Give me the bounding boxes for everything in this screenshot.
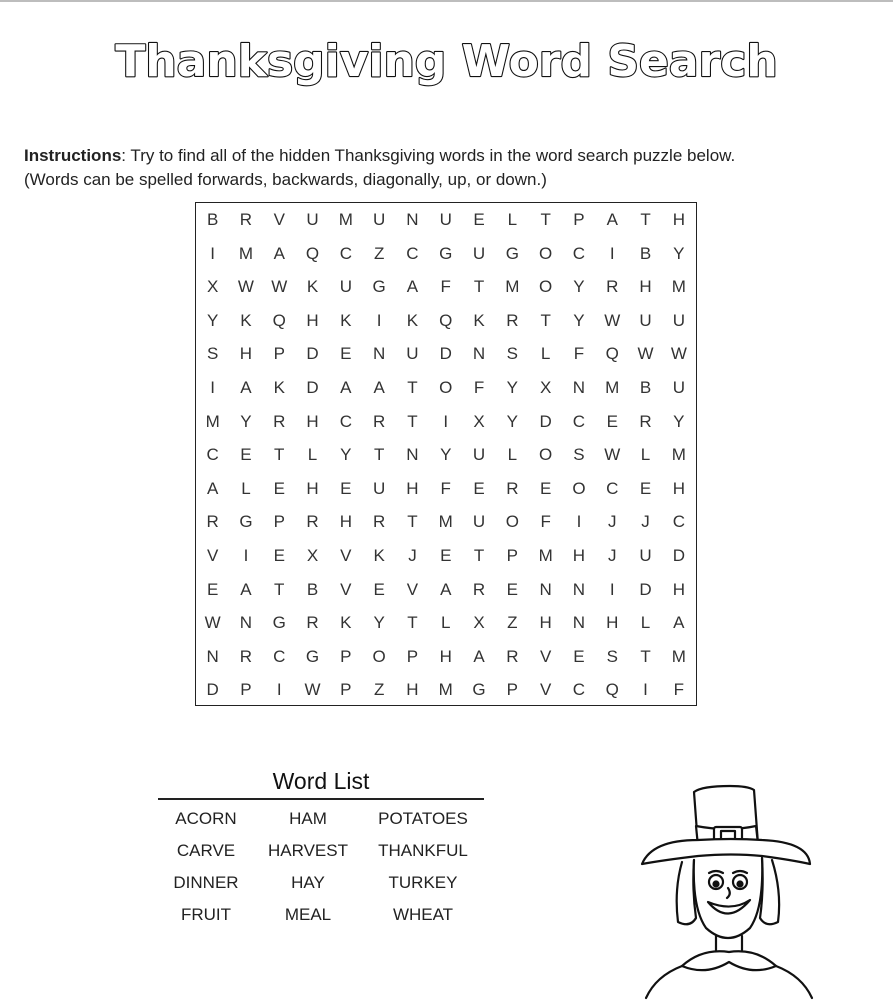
grid-row: [196, 539, 696, 573]
grid-letter: O: [572, 478, 586, 498]
grid-letter: G: [305, 646, 320, 666]
grid-letter: W: [271, 277, 288, 297]
grid-letter: E: [206, 579, 219, 599]
grid-row: [196, 270, 696, 304]
instructions-text: : Try to find all of the hidden Thanksgiving words in the word search puzzle below.: [121, 146, 736, 165]
grid-letter: E: [606, 411, 618, 431]
grid-letter: Y: [340, 445, 352, 465]
grid-letter: V: [539, 646, 552, 666]
grid-letter: T: [407, 512, 418, 532]
grid-letter: T: [407, 411, 418, 431]
title-art: [0, 26, 893, 96]
grid-letter: C: [273, 646, 286, 666]
grid-letter: R: [506, 310, 519, 330]
grid-letter: W: [637, 344, 654, 364]
grid-letter: Y: [373, 613, 385, 633]
grid-letter: N: [206, 646, 219, 666]
grid-letter: A: [606, 210, 618, 229]
grid-letter: T: [540, 310, 551, 330]
grid-row: [196, 203, 696, 237]
grid-letter: X: [473, 411, 485, 431]
grid-letter: G: [239, 512, 253, 532]
grid-letter: U: [639, 310, 652, 330]
grid-letter: G: [272, 613, 286, 633]
grid-letter: A: [240, 579, 252, 599]
grid-letter: P: [340, 680, 352, 700]
grid-letter: T: [407, 378, 418, 397]
grid-letter: C: [572, 243, 586, 263]
grid-row: [196, 371, 696, 405]
grid-letter: X: [206, 277, 219, 297]
grid-letter: M: [505, 277, 520, 297]
grid-letter: F: [540, 512, 551, 532]
grid-letter: C: [572, 411, 586, 431]
grid-letter: B: [306, 579, 319, 599]
instructions-line-1: [24, 144, 884, 168]
grid-letter: H: [639, 277, 652, 297]
grid-letter: L: [507, 210, 518, 229]
word-list-title: Word List: [272, 768, 370, 794]
grid-letter: K: [273, 378, 285, 397]
grid-letter: R: [506, 646, 519, 666]
grid-letter: I: [210, 378, 216, 397]
grid-letter: A: [273, 243, 285, 263]
grid-letter: P: [406, 646, 419, 666]
grid-letter: E: [440, 546, 452, 565]
grid-row: [196, 405, 696, 439]
grid-letter: U: [672, 310, 685, 330]
grid-row: [196, 606, 696, 640]
grid-letter: M: [538, 546, 553, 565]
grid-letter: N: [572, 579, 586, 599]
grid-letter: U: [339, 277, 352, 297]
grid-letter: Y: [573, 310, 585, 330]
grid-letter: Y: [673, 243, 685, 263]
grid-letter: C: [572, 680, 586, 700]
grid-letter: Q: [272, 310, 286, 330]
grid-letter: R: [639, 411, 652, 431]
grid-letter: J: [408, 546, 417, 565]
grid-letter: L: [441, 613, 451, 633]
grid-letter: H: [606, 613, 619, 633]
grid-letter: V: [406, 579, 419, 599]
grid-row: [196, 573, 696, 607]
instructions: [24, 144, 884, 192]
pilgrim-illustration: [632, 780, 832, 1000]
grid-letter: T: [640, 646, 651, 666]
grid-letter: G: [472, 680, 486, 700]
grid-letter: Y: [573, 277, 585, 297]
grid-letter: I: [210, 243, 216, 263]
grid-letter: P: [273, 344, 285, 364]
word-list-item: TURKEY: [388, 873, 458, 892]
page-title: Thanksgiving Word Search: [115, 36, 778, 87]
grid-letter: V: [340, 579, 352, 599]
grid-letter: P: [240, 680, 252, 700]
grid-letter: H: [672, 210, 685, 229]
word-list-item: CARVE: [176, 841, 236, 860]
grid-letter: L: [307, 445, 318, 465]
grid-letter: K: [306, 277, 319, 297]
grid-letter: R: [306, 512, 319, 532]
grid-letter: A: [206, 478, 219, 498]
grid-letter: C: [406, 243, 419, 263]
grid-letter: O: [372, 646, 386, 666]
grid-letter: T: [540, 210, 551, 229]
grid-letter: K: [373, 546, 385, 565]
grid-letter: Q: [305, 243, 320, 263]
grid-letter: F: [440, 478, 451, 498]
grid-letter: O: [539, 243, 553, 263]
grid-letter: S: [573, 445, 585, 465]
grid-letter: N: [539, 579, 552, 599]
grid-letter: I: [443, 411, 449, 431]
grid-letter: M: [438, 680, 453, 700]
grid-letter: A: [473, 646, 485, 666]
grid-row: [196, 237, 696, 271]
grid-letter: N: [239, 613, 253, 633]
grid-letter: N: [572, 378, 586, 397]
grid-letter: A: [673, 613, 685, 633]
grid-letter: E: [473, 478, 485, 498]
grid-letter: E: [506, 579, 518, 599]
word-list-item: HARVEST: [268, 841, 348, 860]
grid-letter: W: [604, 445, 621, 465]
grid-letter: U: [439, 210, 452, 229]
grid-letter: A: [373, 378, 385, 397]
grid-letter: I: [243, 546, 249, 565]
grid-letter: Q: [439, 310, 453, 330]
grid-letter: J: [607, 512, 617, 532]
grid-letter: A: [340, 378, 352, 397]
grid-letter: E: [539, 478, 552, 498]
word-list-item: FRUIT: [180, 905, 232, 924]
grid-row: [196, 472, 696, 506]
grid-letter: A: [440, 579, 452, 599]
grid-letter: X: [539, 378, 552, 397]
grid-letter: J: [607, 546, 617, 565]
grid-letter: S: [606, 646, 618, 666]
grid-letter: C: [672, 512, 685, 532]
grid-letter: P: [340, 646, 352, 666]
grid-row: [196, 673, 696, 707]
grid-letter: L: [640, 445, 651, 465]
grid-letter: D: [439, 344, 452, 364]
grid-letter: E: [240, 445, 252, 465]
grid-letter: M: [438, 512, 453, 532]
grid-letter: F: [440, 277, 451, 297]
grid-letter: K: [406, 310, 419, 330]
grid-letter: W: [670, 344, 687, 364]
grid-row: [196, 304, 696, 338]
grid-letter: U: [472, 512, 486, 532]
grid-letter: P: [573, 210, 585, 229]
grid-letter: H: [239, 344, 253, 364]
grid-letter: K: [240, 310, 252, 330]
grid-letter: O: [539, 445, 553, 465]
grid-letter: H: [406, 680, 419, 700]
grid-letter: V: [340, 546, 352, 565]
grid-letter: T: [373, 445, 385, 465]
grid-letter: M: [605, 378, 620, 397]
grid-letter: F: [473, 378, 485, 397]
grid-letter: W: [204, 613, 221, 633]
grid-letter: P: [506, 546, 518, 565]
grid-letter: T: [274, 579, 285, 599]
grid-letter: R: [373, 512, 386, 532]
grid-letter: D: [639, 579, 652, 599]
grid-letter: F: [573, 344, 585, 364]
word-search-grid: [195, 202, 697, 706]
grid-letter: P: [273, 512, 285, 532]
grid-letter: W: [237, 277, 254, 297]
grid-letter: H: [672, 478, 685, 498]
grid-letter: V: [539, 680, 552, 700]
grid-letter: B: [639, 378, 652, 397]
grid-letter: R: [273, 411, 286, 431]
grid-letter: R: [306, 613, 319, 633]
grid-letter: R: [373, 411, 386, 431]
grid-letter: U: [373, 478, 386, 498]
grid-letter: M: [338, 210, 353, 229]
grid-letter: M: [238, 243, 254, 263]
grid-letter: U: [306, 210, 319, 229]
grid-letter: A: [240, 378, 252, 397]
grid-letter: H: [339, 512, 352, 532]
grid-letter: T: [473, 277, 485, 297]
grid-letter: Y: [240, 411, 252, 431]
grid-letter: V: [206, 546, 219, 565]
grid-letter: B: [639, 243, 652, 263]
word-list-item: HAM: [289, 809, 327, 828]
grid-letter: S: [506, 344, 518, 364]
grid-letter: E: [373, 579, 385, 599]
grid-letter: O: [439, 378, 453, 397]
grid-letter: S: [206, 344, 219, 364]
grid-letter: B: [206, 210, 219, 229]
grid-letter: D: [206, 680, 219, 700]
grid-letter: G: [505, 243, 519, 263]
grid-letter: Z: [373, 243, 385, 263]
grid-letter: Y: [206, 310, 219, 330]
grid-letter: C: [339, 411, 352, 431]
word-list-item: POTATOES: [378, 809, 468, 828]
grid-letter: Y: [506, 411, 518, 431]
grid-letter: P: [506, 680, 518, 700]
grid-letter: I: [276, 680, 282, 700]
grid-letter: E: [273, 546, 285, 565]
grid-letter: N: [373, 344, 386, 364]
instructions-line-2: (Words can be spelled forwards, backwards, diagonally, up, or down.): [24, 170, 547, 189]
grid-letter: R: [606, 277, 619, 297]
grid-letter: E: [473, 210, 485, 229]
grid-letter: L: [540, 344, 551, 364]
grid-letter: U: [373, 210, 386, 229]
grid-letter: D: [539, 411, 552, 431]
grid-letter: U: [406, 344, 419, 364]
pilgrim-icon: [632, 780, 832, 1000]
word-list-item: ACORN: [175, 809, 237, 828]
grid-letter: I: [576, 512, 582, 532]
title-banner: [0, 26, 893, 96]
grid-letter: N: [406, 445, 419, 465]
grid-letter: G: [372, 277, 386, 297]
grid-letter: M: [671, 646, 686, 666]
grid-letter: R: [239, 646, 253, 666]
grid-letter: Z: [373, 680, 385, 700]
word-list-item: DINNER: [173, 873, 239, 892]
grid-letter: A: [406, 277, 419, 297]
grid-letter: D: [306, 378, 319, 397]
grid-letter: H: [539, 613, 552, 633]
grid-letter: C: [606, 478, 619, 498]
grid-letter: Y: [440, 445, 452, 465]
grid-letter: F: [673, 680, 685, 700]
grid-letter: E: [340, 344, 352, 364]
grid-letter: R: [206, 512, 219, 532]
grid-letter: U: [639, 546, 652, 565]
grid-letter: C: [339, 243, 352, 263]
grid-letter: X: [473, 613, 485, 633]
grid-letter: M: [205, 411, 220, 431]
grid-row: [196, 337, 696, 371]
grid-letter: X: [306, 546, 319, 565]
grid-letter: L: [507, 445, 518, 465]
grid-letter: E: [273, 478, 285, 498]
grid-letter: C: [206, 445, 219, 465]
grid-letter: Q: [605, 680, 619, 700]
grid-letter: H: [572, 546, 586, 565]
grid-letter: J: [641, 512, 650, 532]
grid-letter: H: [406, 478, 419, 498]
grid-letter: T: [407, 613, 418, 633]
grid-letter: R: [239, 210, 253, 229]
grid-letter: Y: [506, 378, 518, 397]
grid-letter: T: [274, 445, 285, 465]
grid-letter: K: [340, 613, 352, 633]
grid-letter: E: [639, 478, 652, 498]
grid-letter: D: [672, 546, 685, 565]
grid-letter: I: [609, 579, 615, 599]
grid-letter: W: [604, 310, 621, 330]
grid-letter: U: [672, 378, 685, 397]
grid-letter: T: [473, 546, 485, 565]
grid-letter: L: [241, 478, 251, 498]
grid-letter: R: [472, 579, 486, 599]
grid-letter: O: [505, 512, 519, 532]
grid-letter: U: [472, 445, 486, 465]
grid-letter: K: [340, 310, 352, 330]
grid-letter: N: [406, 210, 419, 229]
grid-letter: R: [506, 478, 519, 498]
grid-letter: H: [439, 646, 452, 666]
grid-letter: Y: [673, 411, 685, 431]
grid-letter: O: [539, 277, 553, 297]
grid-row: [196, 640, 696, 674]
grid-letter: H: [306, 310, 319, 330]
grid-letter: N: [572, 613, 586, 633]
word-list-item: WHEAT: [392, 905, 454, 924]
grid-letter: K: [473, 310, 485, 330]
grid-letter: W: [304, 680, 321, 700]
grid-letter: E: [573, 646, 585, 666]
grid-letter: U: [472, 243, 486, 263]
grid-letter: I: [609, 243, 615, 263]
word-list-item: HAY: [291, 873, 325, 892]
grid-letter: E: [340, 478, 352, 498]
grid-letter: Q: [605, 344, 619, 364]
top-divider: [0, 0, 893, 2]
grid-letter: M: [671, 277, 686, 297]
grid-letter: M: [671, 445, 686, 465]
word-list-item: MEAL: [284, 905, 332, 924]
grid-letter: V: [273, 210, 285, 229]
grid-letter: I: [643, 680, 648, 700]
word-list-divider: [158, 798, 484, 800]
grid-letter: N: [472, 344, 486, 364]
grid-row: [196, 505, 696, 539]
grid-letter: L: [640, 613, 651, 633]
grid-letter: Z: [507, 613, 518, 633]
word-list-item: THANKFUL: [378, 841, 468, 860]
grid-letter: G: [439, 243, 453, 263]
grid-letter: D: [306, 344, 319, 364]
grid-row: [196, 438, 696, 472]
grid-letter: T: [640, 210, 651, 229]
grid-letter: H: [306, 411, 319, 431]
grid-letter: H: [306, 478, 319, 498]
grid-letter: I: [376, 310, 382, 330]
grid-letter: H: [672, 579, 685, 599]
instructions-label: Instructions: [24, 146, 122, 165]
